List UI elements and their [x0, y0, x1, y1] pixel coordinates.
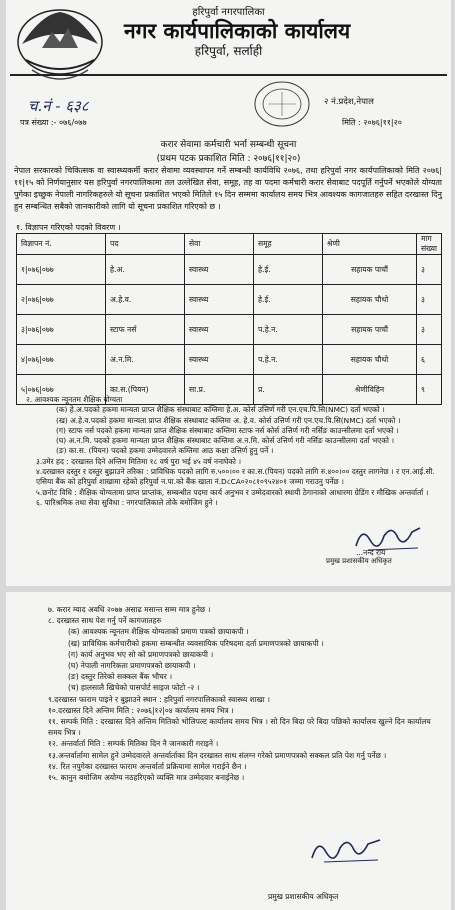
notice-subtitle: (प्रथम पटक प्रकाशित मिति : २०७६|११|२०) — [156, 154, 301, 164]
qualification-item: (क) हे.अ.पदको हकमा मान्यता प्राप्त शैक्षिक संस्थाबाट कम्तिमा हे.अ. कोर्स उत्तिर्ण गरी एन.एच.पि.सि(NMC) दर्ता भएको । — [56, 405, 385, 415]
handwritten-dispatch-number: च.नं - ६३८ — [28, 97, 89, 115]
table-heading: १. विज्ञापन गरिएको पदको विवरण । — [16, 223, 121, 232]
letter-date: मिति : २०७६|११|२० — [342, 118, 402, 127]
table-cell: हे.ई. — [254, 285, 323, 315]
list-item: ७. करार म्याद अवधि २०७७ असाढ मसान्त सम्म मात्र हुनेछ । — [48, 605, 211, 614]
qualification-item: (घ) अ.न.मि. पदको हकमा मान्यता प्राप्त शैक्षिक संस्थाबाट कम्तिमा अ.न.मि. कोर्स उत्तिर्ण गरी नर्सिङ काउन्सीलमा दर्ता भएको । — [56, 436, 395, 446]
list-item: १०.दरखास्त दिने अन्तिम मिति : २०७६|१२|०४ कार्यालय समय भित्र । — [48, 705, 234, 715]
table-cell: २|०७६|०७७ — [17, 285, 106, 315]
table-cell: प्र. — [254, 375, 323, 405]
list-item: १५. कानुन बमोजिम अयोग्य नठहरिएको व्यक्ति मात्र उम्मेदवार बनाईनेछ । — [48, 773, 245, 783]
signatory-title: प्रमुख प्रशासकीय अधिकृत — [326, 557, 392, 565]
table-cell: प.हे.न. — [254, 345, 323, 375]
table-cell: सा.प्र. — [185, 375, 254, 405]
table-row — [17, 315, 442, 345]
office-locality: हरिपुर्वा, सर्लाही — [194, 44, 263, 58]
province-label: २ नं.प्रदेश,नेपाल — [324, 97, 374, 107]
table-cell: ४|०७६|०७७ — [17, 345, 106, 375]
table-cell: १|०७६|०७७ — [17, 255, 106, 285]
qualification-item: (ग) स्टाफ नर्स पदको हकमा मान्यता प्राप्त शैक्षिक संस्थाबाट कम्तिमा स्टाफ नर्स कोर्स उत्तिर्ण गरी नर्सिङ काउन्सीलमा दर्ता भएको । — [56, 425, 399, 435]
table-cell: स्टाफ नर्स — [106, 315, 185, 345]
signatory-name: ...नन्द राय — [356, 548, 386, 557]
municipality-name: हरिपुर्वा नगरपालिका — [192, 7, 265, 18]
list-item: (ख) प्राविधिक कर्मचारीको हकमा सम्बन्धीत व्यवसायिक परिषदमा दर्ता प्रमाणपत्रको छायाकपी । — [68, 638, 324, 648]
table-cell: अ.न.मि. — [106, 345, 185, 375]
table-cell: ६ — [417, 345, 442, 375]
table-cell: ३ — [417, 315, 442, 345]
table-cell: ३ — [417, 285, 442, 315]
table-cell: का.स.(पियन) — [106, 375, 185, 405]
list-item: १४. रित नपुगेका दरखास्त फाराम अन्तर्वार्ता प्रक्रियामा सामेल गराईने छैन । — [48, 761, 247, 771]
table-row — [17, 285, 442, 315]
table-cell: स्वास्थ्य — [185, 285, 254, 315]
table-cell: ३|०७६|०७७ — [17, 315, 106, 345]
list-item: (च) हालसालै खिचेको पासपोर्ट साइज फोटो -२ । — [68, 683, 200, 693]
notice-page-2 — [6, 592, 451, 910]
signatory-title: प्रमुख प्रशासकीय अधिकृत — [268, 892, 339, 901]
table-cell: सहायक पाचौं — [323, 315, 417, 345]
application-fee: ४.दरखास्त दस्तुर र दस्तुर बुझाउने तरिका : प्राविधिक पदको लागि रु.५००।०० र का.स.(पियन) पदको लागि रु.४००।०० दस्तुर लागनेछ । र एन.आई.सी. एसिया बैंक को हरिपुर्वा शाखामा रहेको हरिपुर्वा न.पा.को बैंक खाता नं.D८CA०२०८१०९५२४०१ जम्मा गराउनु पर्नेछ । — [36, 467, 435, 487]
conditions-list — [48, 604, 443, 783]
table-cell: सहायक चौथो — [323, 345, 417, 375]
column-header: विज्ञापन नं. — [17, 234, 106, 255]
qualification-item: (ख) अ.हे.व.पदको हकमा मान्यता प्राप्त शैक्षिक संस्थाबाट कम्तिमा अ. हे.व. कोर्स उत्तिर्ण गरी एन.एच.पि.सि(NMC) दर्ता भएको । — [56, 415, 401, 425]
remuneration: ६. पारिश्रमिक तथा सेवा सुविधा : नगरपालिकाले तोके बमोजिम हुने । — [36, 497, 218, 507]
list-item: (ङ) दस्तुर तिरेको सक्कल बैंक भौचर । — [68, 672, 173, 682]
vacancy-table — [16, 233, 442, 405]
table-cell: अ.हे.व. — [106, 285, 185, 315]
column-header: माग संख्या — [417, 234, 442, 255]
list-item: १३.अन्तर्वार्तामा सामेल हुने उम्मेदवारले अन्तर्वार्ताका दिन दरखास्त साथ संलग्न गरेको प्रमाणपत्रको सक्कल प्रति पेश गर्नु पर्नेछ । — [48, 750, 387, 760]
table-row — [17, 345, 442, 375]
age-limit: ३.उमेर हद : दरखास्त दिने अन्तिम मितिमा १८ वर्ष पुरा भई ४५ वर्ष ननाघेको । — [36, 456, 242, 466]
table-cell: स्वास्थ्य — [185, 255, 254, 285]
table-cell: हे.ई. — [254, 255, 323, 285]
qualification-item: (ङ) का.स. (पियन) पदको हकमा उम्मेदवारले कम्तिमा आठ कक्षा उत्तिर्ण हुनु पर्ने । — [56, 446, 274, 456]
notice-intro-paragraph: नेपाल सरकारको चिकित्सक वा स्वास्थ्यकर्मी करार सेवामा व्यवस्थापन गर्ने सम्बन्धी कार्यविधि २०७६, तथा हरिपुर्वा नगर कार्यपालिकाको मिति २०७६|११|१५ को निर्णयानुसार यस हरिपुर्वा नगरपालिकामा तल उल्लेखित सेवा, समूह, तह वा पदमा कर्मचारी करार सेवाबाट पदपूर्ति गर्नुपर्ने भएकोले योग्यता पुगेका इच्छुक नेपाली नागरिकहरुले यो सूचना प्रकाशित भएको मितिले १५ दिन सम्ममा कार्यालय समय भित्र आवश्यक कागजातहरु सहित दरखास्त दिनु हुन सम्बन्धित सबैको जानकारीको लागि यो सूचना प्रकाशित गरिएको छ । — [14, 166, 442, 211]
list-item: १२. अन्तर्वार्ता मिति : सम्पर्क मितिका दिन नै जानकारी गराइने । — [48, 739, 219, 749]
table-cell: प.हे.न. — [254, 315, 323, 345]
signature-image — [306, 832, 386, 870]
list-item: (घ) नेपाली नागरिकता प्रमाणपत्रको छायाकपी । — [68, 661, 196, 671]
column-header: पद — [106, 234, 185, 255]
table-cell: ५|०७६|०७७ — [17, 375, 106, 405]
notice-title: करार सेवामा कर्मचारी भर्ना सम्बन्धी सूचना — [160, 140, 297, 150]
table-cell: हे.अ. — [106, 255, 185, 285]
list-item: ९.दरखास्त फाराम पाइने र बुझाउने स्थान : हरिपुर्वा नगरपालिकाको स्वास्थ्य शाखा । — [48, 694, 270, 704]
office-title: नगर कार्यपालिकाको कार्यालय — [124, 19, 351, 43]
list-item: (ग) कार्य अनुभव भए सो को प्रमाणपत्रको छायाकपी । — [68, 649, 214, 659]
header-divider — [10, 74, 447, 76]
table-cell: ९ — [417, 375, 442, 405]
table-cell: स्वास्थ्य — [185, 315, 254, 345]
table-cell: श्रेणीविहिन — [323, 375, 417, 405]
table-cell: स्वास्थ्य — [185, 345, 254, 375]
notice-page-1 — [6, 0, 451, 586]
letter-number: पत्र संख्या :- ०७६/०७७ — [20, 118, 87, 127]
list-item: ८. दरखास्त साथ पेश गर्नु पर्ने कागजातहरु — [48, 616, 162, 626]
qualifications-section — [26, 395, 441, 508]
column-header: समूह — [254, 234, 323, 255]
table-cell: सहायक चौथो — [323, 285, 417, 315]
list-item: ११. सम्पर्क मिति : दरखास्त दिने अन्तिम मितिको भोलिपल्ट कार्यालय समय भित्र । सो दिन बिदा परे बिदा पछिको कार्यालय खुल्ने दिन कार्यालय समय भित्र । — [48, 717, 431, 738]
office-stamp — [252, 78, 312, 130]
vacancy-table-header-row — [17, 234, 442, 255]
table-row — [17, 255, 442, 285]
column-header: श्रेणी — [323, 234, 417, 255]
list-item: (क) आवश्यक न्यूनतम शैक्षिक योग्यताको प्रमाण पत्रको छायाकपी । — [68, 627, 249, 637]
qualification-heading: २. आवश्यक न्यूनतम शैक्षिक योग्यता — [26, 395, 123, 404]
table-cell: सहायक पाचौं — [323, 255, 417, 285]
column-header: सेवा — [185, 234, 254, 255]
selection-method: ५.छनोट विधि : शैक्षिक योग्यतामा प्राप्त प्राप्तांक, सम्बन्धीत पदमा कार्य अनुभव र उम्मेदवारको स्थायी ठेगानाको आधारमा ग्रेडिंग र मौखिक अन्तर्वार्ता । — [36, 487, 429, 497]
table-cell: ३ — [417, 255, 442, 285]
